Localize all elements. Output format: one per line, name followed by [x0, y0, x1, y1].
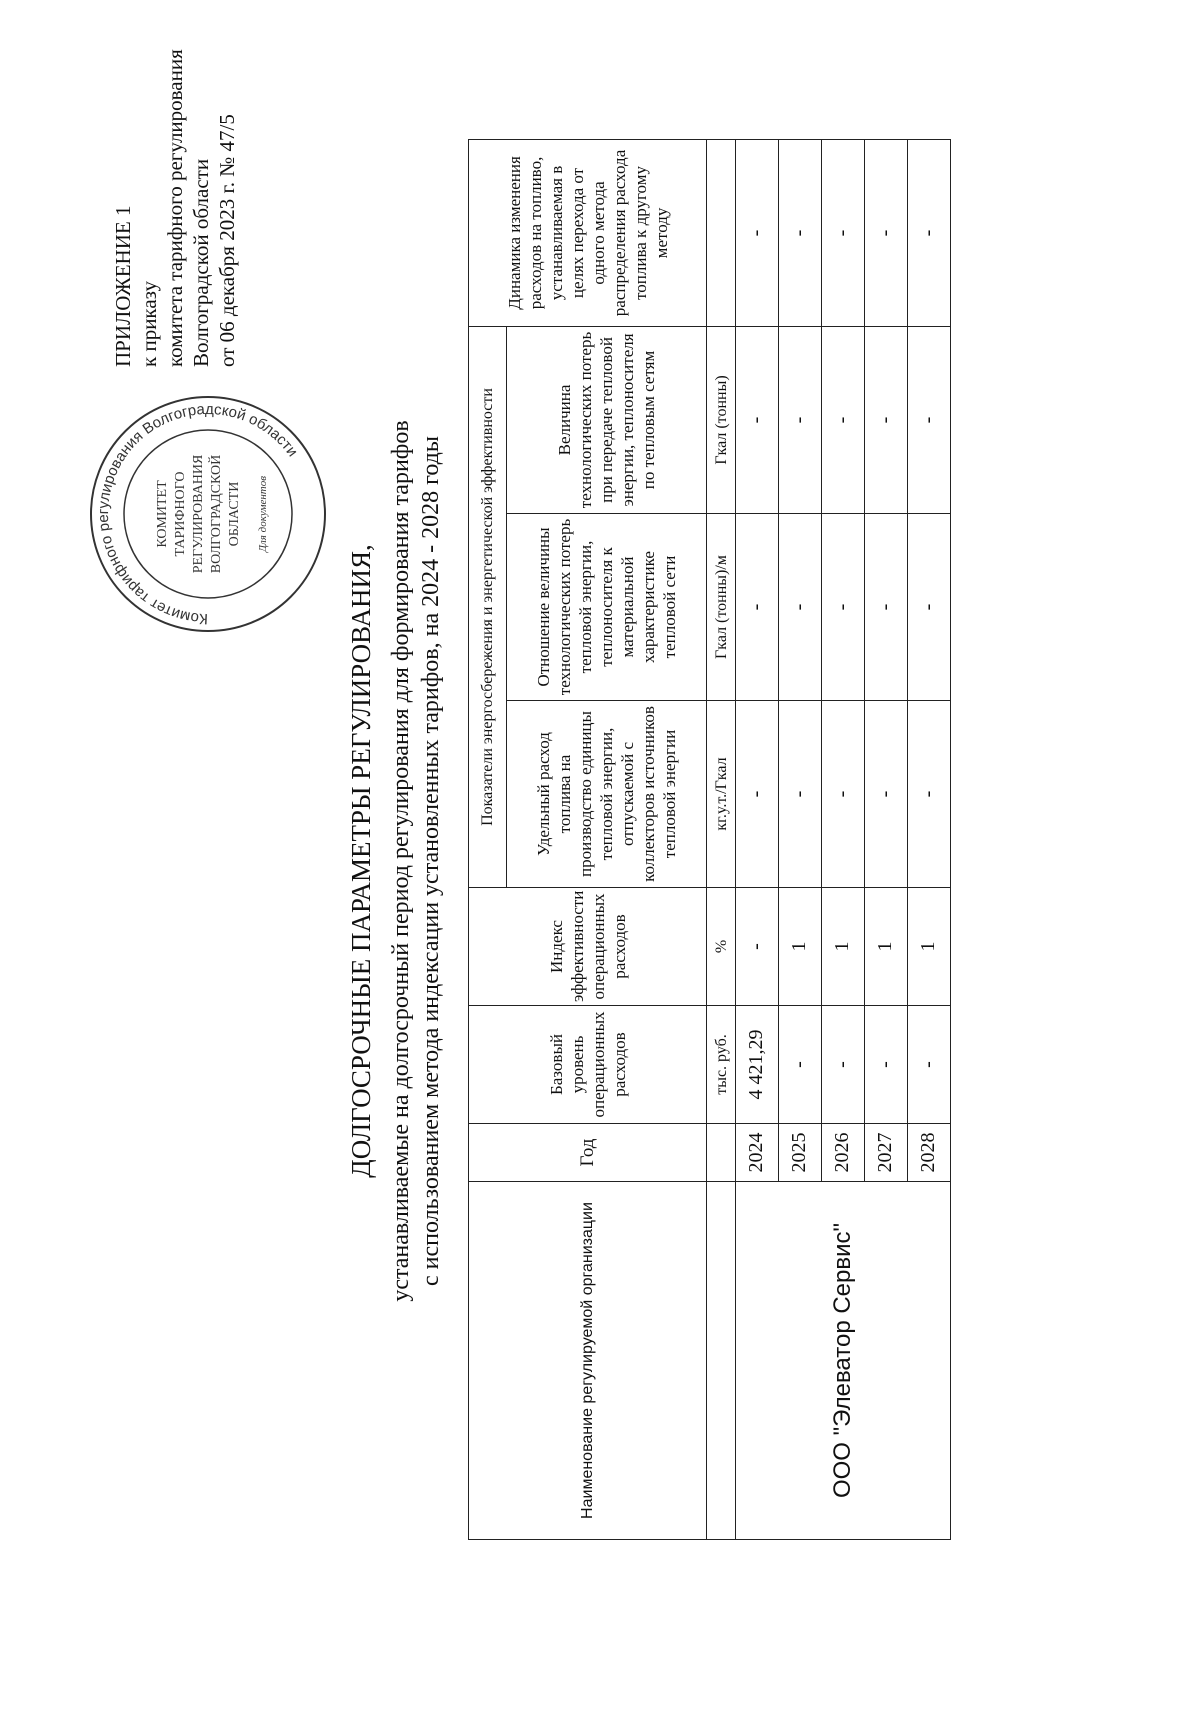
loss-ratio-cell: -: [735, 514, 778, 701]
header-energy-saving-group: Показатели энергосбережения и энергетической эффективности: [469, 326, 507, 887]
loss-value-cell: -: [735, 326, 778, 513]
loss-ratio-cell: -: [907, 514, 950, 701]
unit-cell: [707, 139, 735, 326]
header-year: Год: [469, 1124, 707, 1182]
base-level-cell: -: [778, 1006, 821, 1124]
loss-value-cell: -: [778, 326, 821, 513]
unit-fuel-rate: кг.у.т./Гкал: [707, 701, 735, 888]
header-loss-value: Величина технологических потерь при передаче тепловой энергии, теплоносителя по тепловым сетям: [507, 326, 707, 513]
fuel-dynamics-cell: -: [907, 139, 950, 326]
unit-cell: [707, 1182, 735, 1540]
subtitle-line: с использованием метода индексации установленных тарифов, на 2024 - 2028 годы: [418, 436, 444, 1286]
appendix-line-date: от 06 декабря 2023 г. № 47/5: [215, 114, 239, 367]
document-title: ДОЛГОСРОЧНЫЕ ПАРАМЕТРЫ РЕГУЛИРОВАНИЯ,: [346, 544, 376, 1178]
header-loss-ratio: Отношение величины технологических потерь тепловой энергии, теплоносителя к материальной характеристике тепловой сети: [507, 514, 707, 701]
fuel-dynamics-cell: -: [864, 139, 907, 326]
header-row: [469, 139, 507, 1539]
appendix-header: [110, 0, 240, 367]
efficiency-index-cell: 1: [778, 888, 821, 1006]
unit-loss-value: Гкал (тонны): [707, 326, 735, 513]
header-fuel-dynamics: Динамика изменения расходов на топливо, устанавливаемая в целях перехода от одного метода распределения расхода топлива к другому методу: [469, 139, 707, 326]
unit-cell: [707, 1124, 735, 1182]
base-level-cell: 4 421,29: [735, 1006, 778, 1124]
document-subtitle: [386, 150, 446, 1572]
appendix-label: ПРИЛОЖЕНИЕ 1: [111, 205, 135, 367]
official-seal-stamp: [88, 394, 328, 634]
stamp-line: ТАРИФНОГО: [173, 471, 188, 557]
stamp-line: ОБЛАСТИ: [227, 481, 242, 547]
efficiency-index-cell: -: [735, 888, 778, 1006]
appendix-line-order: к приказу: [137, 281, 161, 367]
loss-value-cell: -: [864, 326, 907, 513]
fuel-dynamics-cell: -: [778, 139, 821, 326]
loss-ratio-cell: -: [864, 514, 907, 701]
loss-value-cell: -: [907, 326, 950, 513]
stamp-line: ВОЛГОГРАДСКОЙ: [209, 454, 224, 574]
base-level-cell: -: [864, 1006, 907, 1124]
efficiency-index-cell: 1: [907, 888, 950, 1006]
loss-ratio-cell: -: [821, 514, 864, 701]
fuel-rate-cell: -: [907, 701, 950, 888]
header-efficiency-index: Индекс эффективности операционных расходов: [469, 888, 707, 1006]
appendix-line-region: Волгоградской области: [189, 158, 213, 367]
year-cell: 2024: [735, 1124, 778, 1182]
header-org: Наименование регулируемой организации: [469, 1182, 707, 1540]
base-level-cell: -: [907, 1006, 950, 1124]
fuel-rate-cell: -: [821, 701, 864, 888]
fuel-rate-cell: -: [778, 701, 821, 888]
subtitle-line: устанавливаемые на долгосрочный период регулирования для формирования тарифов: [388, 420, 414, 1302]
stamp-bottom-text: Для документов: [257, 475, 269, 553]
year-cell: 2028: [907, 1124, 950, 1182]
fuel-rate-cell: -: [864, 701, 907, 888]
appendix-line-committee: комитета тарифного регулирования: [163, 49, 187, 367]
stamp-line: КОМИТЕТ: [155, 480, 170, 548]
year-cell: 2027: [864, 1124, 907, 1182]
unit-loss-ratio: Гкал (тонны)/м: [707, 514, 735, 701]
efficiency-index-cell: 1: [864, 888, 907, 1006]
loss-value-cell: -: [821, 326, 864, 513]
header-base-level: Базовый уровень операционных расходов: [469, 1006, 707, 1124]
base-level-cell: -: [821, 1006, 864, 1124]
long-term-parameters-table: [468, 139, 951, 1540]
year-cell: 2026: [821, 1124, 864, 1182]
unit-efficiency-index: %: [707, 888, 735, 1006]
efficiency-index-cell: 1: [821, 888, 864, 1006]
fuel-dynamics-cell: -: [821, 139, 864, 326]
loss-ratio-cell: -: [778, 514, 821, 701]
header-fuel-rate: Удельный расход топлива на производство единицы тепловой энергии, отпускаемой с коллекторов источников тепловой энергии: [507, 701, 707, 888]
table-row: [735, 139, 778, 1539]
unit-base-level: тыс. руб.: [707, 1006, 735, 1124]
stamp-line: РЕГУЛИРОВАНИЯ: [191, 454, 206, 574]
units-row: [707, 139, 735, 1539]
organization-name: ООО "Элеватор Сервис": [735, 1182, 950, 1540]
fuel-dynamics-cell: -: [735, 139, 778, 326]
year-cell: 2025: [778, 1124, 821, 1182]
stamp-ring-text: Комитет тарифного регулирования Волгоградской области: [94, 400, 302, 628]
fuel-rate-cell: -: [735, 701, 778, 888]
